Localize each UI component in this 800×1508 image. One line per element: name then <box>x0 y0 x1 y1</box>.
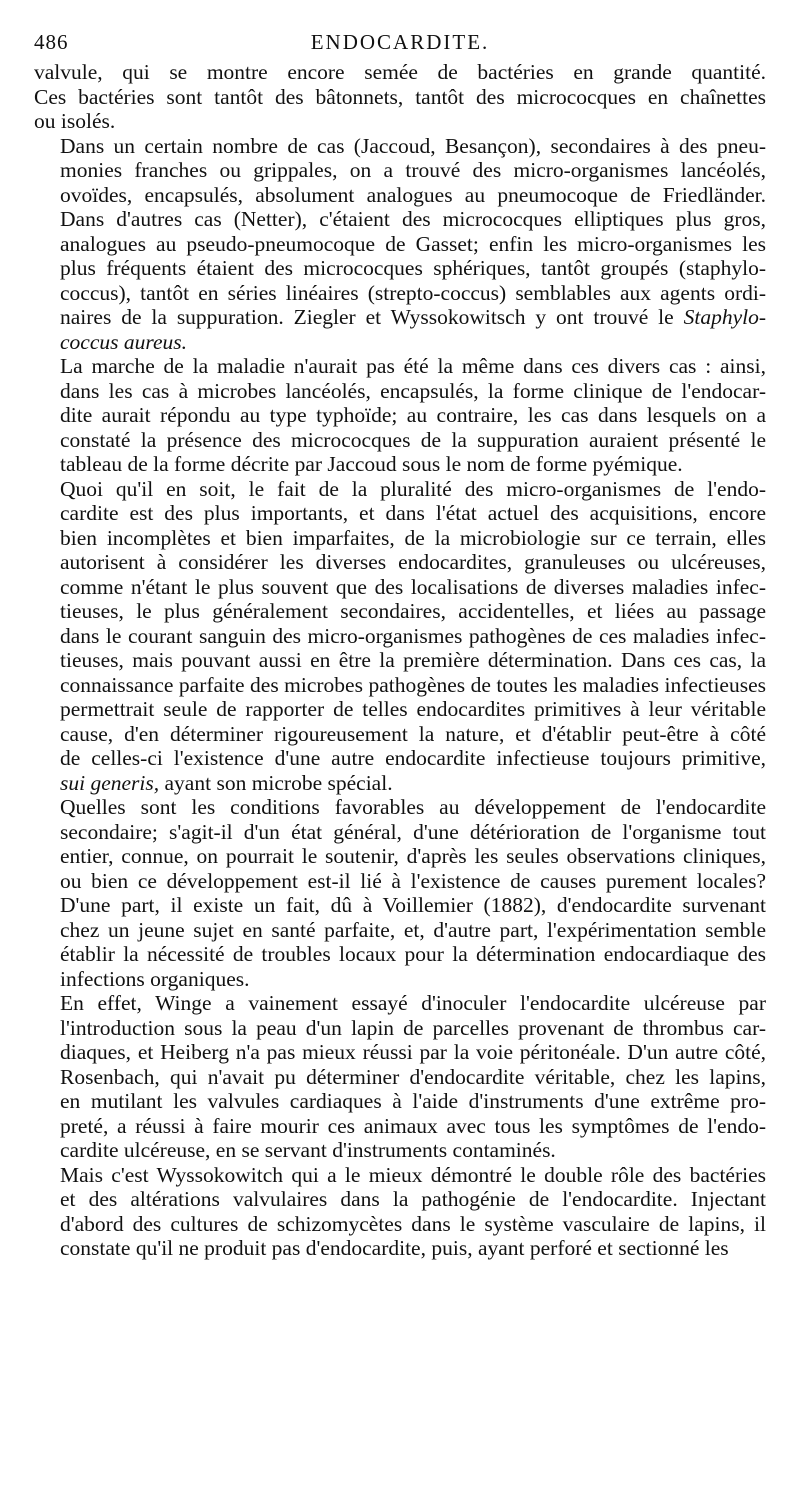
text-line: l'introduction sous la peau d'un lapin de parcelles provenant de thrombus car- <box>60 1015 766 1040</box>
text-line: établir la nécessité de troubles locaux pour la détermination endocardiaque des <box>60 942 766 966</box>
text-line: La marche de la maladie n'aurait pas été la même dans ces divers cas : ainsi, <box>60 354 766 378</box>
text-line: plus fréquents étaient des micrococques sphériques, tantôt groupés (staphylo- <box>60 256 766 280</box>
text-line: dite aurait répondu au type typhoïde; au contraire, les cas dans lesquels on a <box>60 403 766 427</box>
text-line: Rosenbach, qui n'avait pu déterminer d'endocardite véritable, chez les lapins, <box>60 1064 766 1089</box>
text-line: Dans d'autres cas (Netter), c'étaient des micrococques elliptiques plus gros, <box>60 207 766 231</box>
text-line: de celles-ci l'existence d'une autre endocardite infectieuse toujours primitive, <box>60 746 766 770</box>
paragraph <box>34 134 766 355</box>
text-line: Quelles sont les conditions favorables au développement de l'endocardite <box>60 795 766 819</box>
text-line: En effet, Winge a vainement essayé d'inoculer l'endocardite ulcéreuse par <box>60 991 766 1015</box>
running-title: ENDOCARDITE. <box>310 30 490 54</box>
paragraph <box>34 1163 766 1261</box>
paragraph <box>34 477 766 796</box>
text-line: diaques, et Heiberg n'a pas mieux réussi par la voie péritonéale. D'un autre côté, <box>60 1040 766 1064</box>
text-line: cardite est des plus importants, et dans l'état actuel des acquisitions, encore <box>60 501 766 525</box>
document-page <box>34 22 766 1261</box>
text-line: chez un jeune sujet en santé parfaite, et, d'autre part, l'expérimentation semble <box>60 917 766 942</box>
page-number: 486 <box>34 30 69 54</box>
text-line: naires de la suppuration. Ziegler et Wyssokowitsch y ont trouvé le Staphylo- <box>60 305 766 329</box>
text-line: tieuses, mais pouvant aussi en être la première détermination. Dans ces cas, la <box>60 648 766 672</box>
text-line: Quoi qu'il en soit, le fait de la pluralité des micro-organismes de l'endo- <box>60 476 766 501</box>
paragraph <box>34 60 766 134</box>
text-line: ou isolés. <box>34 109 116 133</box>
text-line: cause, d'en déterminer rigoureusement la nature, et d'établir peut-être à côté <box>60 721 766 746</box>
text-line: dans le courant sanguin des micro-organismes pathogènes de ces maladies infec- <box>60 623 766 648</box>
text-line: secondaire; s'agit-il d'un état général, d'une détérioration de l'organisme tout <box>60 819 766 844</box>
text-line: bien incomplètes et bien imparfaites, de la microbiologie sur ce terrain, elles <box>60 525 766 550</box>
text-line: d'abord des cultures de schizomycètes dans le système vasculaire de lapins, il <box>60 1211 766 1236</box>
text-line: constate qu'il ne produit pas d'endocardite, puis, ayant perforé et sectionné les <box>60 1236 729 1260</box>
text-line: autorisent à considérer les diverses endocardites, granuleuses ou ulcéreuses, <box>60 550 766 574</box>
text-line: Ces bactéries sont tantôt des bâtonnets, tantôt des micrococques en chaînettes <box>34 84 766 109</box>
text-line: constaté la présence des micrococques de la suppuration auraient présenté le <box>60 427 766 452</box>
page-header <box>34 22 766 60</box>
text-line: sui generis, ayant son microbe spécial. <box>60 770 393 795</box>
text-line: comme n'étant le plus souvent que des localisations de diverses maladies infec- <box>60 574 766 599</box>
text-line: Dans un certain nombre de cas (Jaccoud, Besançon), secondaires à des pneu- <box>60 133 766 158</box>
text-line: dans les cas à microbes lancéolés, encapsulés, la forme clinique de l'endocar- <box>60 378 766 403</box>
text-line: connaissance parfaite des microbes pathogènes de toutes les maladies infectieuses <box>60 672 766 697</box>
text-line: Mais c'est Wyssokowitch qui a le mieux démontré le double rôle des bactéries <box>60 1162 766 1187</box>
paragraph <box>34 354 766 477</box>
text-line: D'une part, il existe un fait, dû à Voillemier (1882), d'endocardite survenant <box>60 893 766 917</box>
text-line: entier, connue, on pourrait le soutenir, d'après les seules observations cliniques, <box>60 844 766 868</box>
text-line: monies franches ou grippales, on a trouvé des micro-organismes lancéolés, <box>60 158 766 182</box>
text-line: et des altérations valvulaires dans la pathogénie de l'endocardite. Injectant <box>60 1187 766 1211</box>
text-line: coccus), tantôt en séries linéaires (strepto-coccus) semblables aux agents ordi- <box>60 280 766 305</box>
text-line: valvule, qui se montre encore semée de bactéries en grande quantité. <box>34 60 766 84</box>
text-line: coccus aureus. <box>60 329 187 354</box>
text-line: permettrait seule de rapporter de telles endocardites primitives à leur véritable <box>60 697 766 721</box>
text-line: tableau de la forme décrite par Jaccoud sous le nom de forme pyémique. <box>60 452 683 476</box>
text-line: tieuses, le plus généralement secondaires, accidentelles, et liées au passage <box>60 599 766 623</box>
paragraph <box>34 991 766 1163</box>
text-line: en mutilant les valvules cardiaques à l'aide d'instruments d'une extrême pro- <box>60 1089 766 1113</box>
text-line: preté, a réussi à faire mourir ces animaux avec tous les symptômes de l'endo- <box>60 1113 766 1138</box>
text-line: cardite ulcéreuse, en se servant d'instruments contaminés. <box>60 1138 556 1162</box>
text-line: ou bien ce développement est-il lié à l'existence de causes purement locales? <box>60 868 766 893</box>
text-line: analogues au pseudo-pneumocoque de Gasset; enfin les micro-organismes les <box>60 231 766 256</box>
text-line: ovoïdes, encapsulés, absolument analogues au pneumocoque de Friedländer. <box>60 182 766 207</box>
text-line: infections organiques. <box>60 966 250 991</box>
paragraph <box>34 795 766 991</box>
body-text <box>34 60 766 1261</box>
